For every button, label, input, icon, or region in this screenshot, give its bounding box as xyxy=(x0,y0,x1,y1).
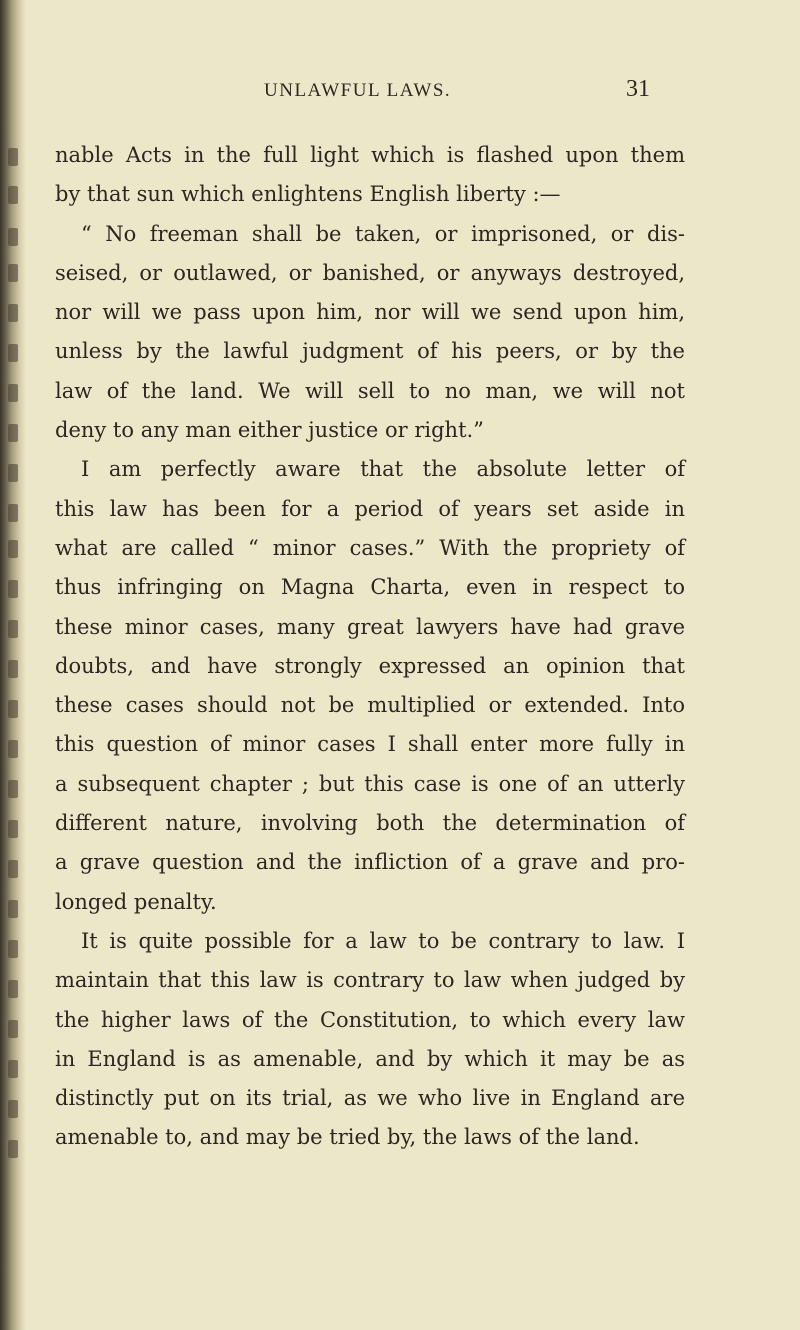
text-line: a subsequent chapter ; but this case is one of an utterly xyxy=(55,771,685,796)
text-line: longed penalty. xyxy=(55,889,217,914)
running-title: UNLAWFUL LAWS. xyxy=(264,80,452,101)
text-line: nor will we pass upon him, nor will we send upon him, xyxy=(55,300,685,325)
gutter-fragment xyxy=(8,148,18,166)
text-line: thus infringing on Magna Charta, even in respect to xyxy=(55,575,685,600)
gutter-fragment xyxy=(8,264,18,282)
gutter-fragment xyxy=(8,344,18,362)
text-line: these cases should not be multiplied or extended. Into xyxy=(55,693,685,718)
gutter-fragment xyxy=(8,620,18,638)
gutter-fragment xyxy=(8,980,18,998)
text-line: It is quite possible for a law to be contrary to law. I xyxy=(81,928,685,953)
gutter-fragment xyxy=(8,700,18,718)
gutter-fragment xyxy=(8,900,18,918)
text-line: seised, or outlawed, or banished, or anyways destroyed, xyxy=(55,260,685,285)
gutter-fragment xyxy=(8,384,18,402)
gutter-fragment xyxy=(8,860,18,878)
text-line: different nature, involving both the determination of xyxy=(55,811,685,836)
gutter-fragment xyxy=(8,660,18,678)
gutter-fragment xyxy=(8,940,18,958)
text-line: nable Acts in the full light which is flashed upon them xyxy=(55,143,685,167)
text-line: law of the land. We will sell to no man, we will not xyxy=(55,378,685,403)
text-line: doubts, and have strongly expressed an opinion that xyxy=(55,653,685,678)
text-line: what are called “ minor cases.” With the propriety of xyxy=(55,535,685,560)
text-line: this law has been for a period of years set aside in xyxy=(55,496,685,521)
gutter-fragment xyxy=(8,740,18,758)
page-number: 31 xyxy=(626,76,650,102)
gutter-fragment xyxy=(8,1060,18,1078)
gutter-fragment xyxy=(8,504,18,522)
gutter-fragments xyxy=(6,0,24,1330)
gutter-fragment xyxy=(8,1100,18,1118)
text-line: I am perfectly aware that the absolute letter of xyxy=(81,457,685,482)
gutter-fragment xyxy=(8,1020,18,1038)
text-line: unless by the lawful judgment of his peers, or by the xyxy=(55,339,685,364)
body-text xyxy=(55,136,685,1158)
gutter-fragment xyxy=(8,424,18,442)
gutter-fragment xyxy=(8,580,18,598)
text-line: the higher laws of the Constitution, to which every law xyxy=(55,1007,685,1032)
gutter-fragment xyxy=(8,228,18,246)
gutter-fragment xyxy=(8,820,18,838)
text-line: this question of minor cases I shall enter more fully in xyxy=(55,732,685,757)
text-line: distinctly put on its trial, as we who live in England are xyxy=(55,1086,685,1111)
text-line: deny to any man either justice or right.” xyxy=(55,418,484,443)
text-line: maintain that this law is contrary to law when judged by xyxy=(55,968,685,993)
gutter-fragment xyxy=(8,780,18,798)
gutter-fragment xyxy=(8,464,18,482)
gutter-fragment xyxy=(8,304,18,322)
text-line: a grave question and the infliction of a grave and pro- xyxy=(55,850,685,875)
page-header xyxy=(0,76,800,110)
gutter-fragment xyxy=(8,1140,18,1158)
text-line: by that sun which enlightens English liberty :— xyxy=(55,182,561,207)
gutter-fragment xyxy=(8,540,18,558)
text-line: amenable to, and may be tried by, the laws of the land. xyxy=(55,1125,640,1150)
text-line: “ No freeman shall be taken, or imprisoned, or dis- xyxy=(81,221,685,246)
text-line: these minor cases, many great lawyers have had grave xyxy=(55,614,685,639)
gutter-fragment xyxy=(8,186,18,204)
text-line: in England is as amenable, and by which it may be as xyxy=(55,1046,685,1071)
